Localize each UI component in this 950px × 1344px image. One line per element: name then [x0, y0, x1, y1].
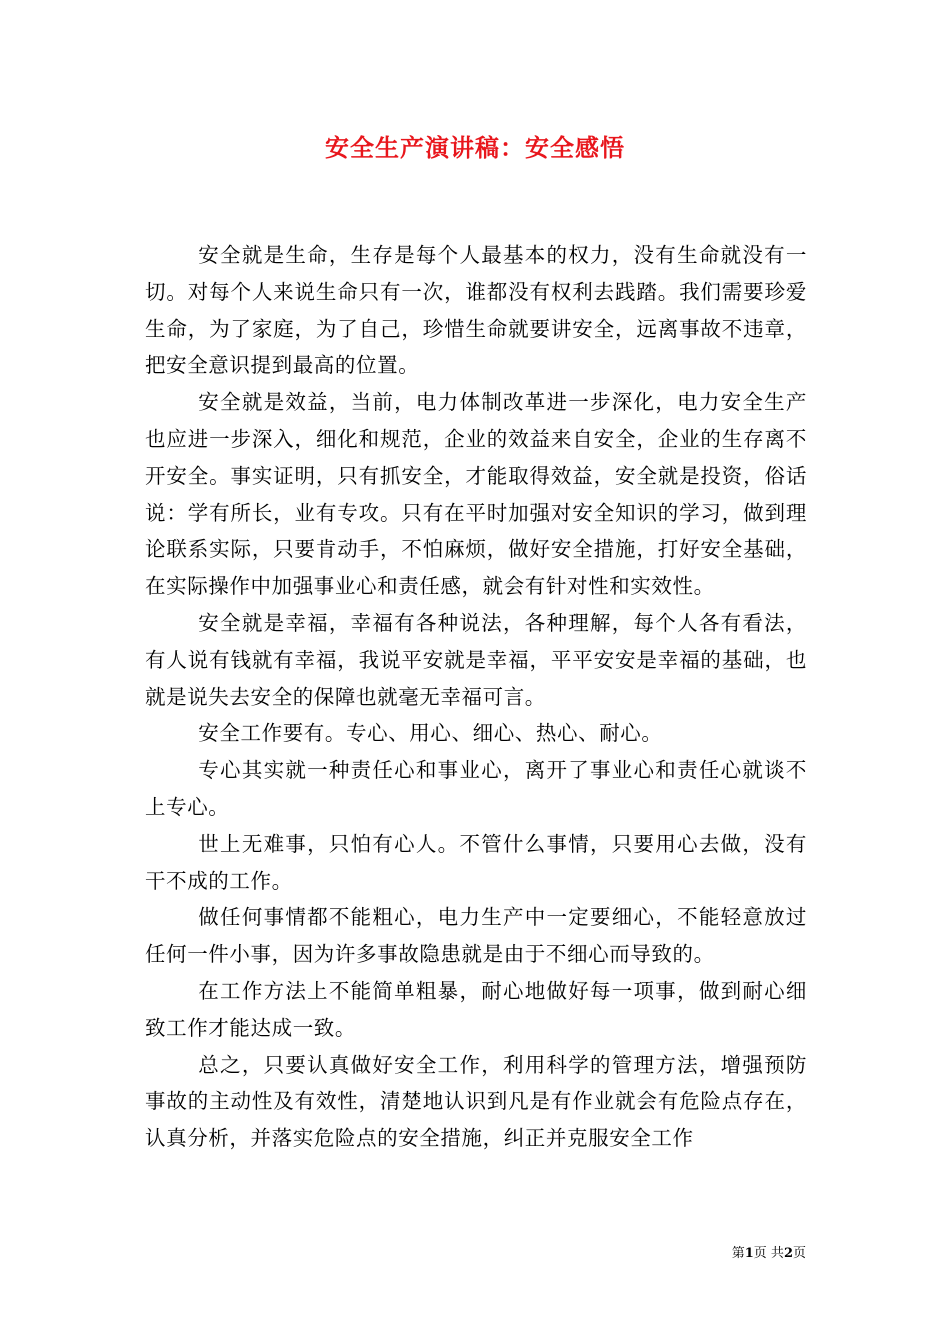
paragraph: 安全工作要有。专心、用心、细心、热心、耐心。 [198, 721, 663, 746]
footer-middle: 页 共 [753, 1246, 784, 1261]
document-title: 安全生产演讲稿：安全感悟 [325, 133, 625, 162]
paragraph: 安全就是幸福，幸福有各种说法，各种理解，每个人各有看法，有人说有钱就有幸福，我说平安就是幸福，平平安安是幸福的基础，也就是说失去安全的保障也就毫无幸福可言。 [145, 610, 807, 709]
current-page-number: 1 [744, 1246, 754, 1261]
paragraph: 专心其实就一种责任心和事业心，离开了事业心和责任心就谈不上专心。 [145, 758, 807, 819]
paragraph: 在工作方法上不能简单粗暴，耐心地做好每一项事，做到耐心细致工作才能达成一致。 [145, 978, 807, 1040]
paragraph: 世上无难事，只怕有心人。不管什么事情，只要用心去做，没有干不成的工作。 [145, 831, 807, 893]
paragraph: 安全就是生命，生存是每个人最基本的权力，没有生命就没有一切。对每个人来说生命只有一次，谁都没有权利去践踏。我们需要珍爱生命，为了家庭，为了自己，珍惜生命就要讲安全，远离事故不违章，把安全意识提到最高的位置。 [145, 243, 807, 378]
paragraph: 总之，只要认真做好安全工作，利用科学的管理方法，增强预防事故的主动性及有效性，清楚地认识到凡是有作业就会有危险点存在，认真分析，并落实危险点的安全措施，纠正并克服安全工作 [145, 1052, 807, 1151]
footer-prefix: 第 [731, 1246, 745, 1261]
document-body [145, 237, 807, 1157]
footer-suffix: 页 [792, 1246, 806, 1261]
paragraph: 安全就是效益，当前，电力体制改革进一步深化，电力安全生产也应进一步深入，细化和规范，企业的效益来自安全，企业的生存离不开安全。事实证明，只有抓安全，才能取得效益，安全就是投资，俗话说：学有所长，业有专攻。只有在平时加强对安全知识的学习，做到理论联系实际，只要肯动手，不怕麻烦，做好安全措施，打好安全基础，在实际操作中加强事业心和责任感，就会有针对性和实效性。 [145, 390, 807, 599]
page-footer [732, 1245, 806, 1263]
paragraph: 做任何事情都不能粗心，电力生产中一定要细心，不能轻意放过任何一件小事，因为许多事故隐患就是由于不细心而导致的。 [145, 905, 807, 967]
total-page-number: 2 [783, 1246, 793, 1261]
